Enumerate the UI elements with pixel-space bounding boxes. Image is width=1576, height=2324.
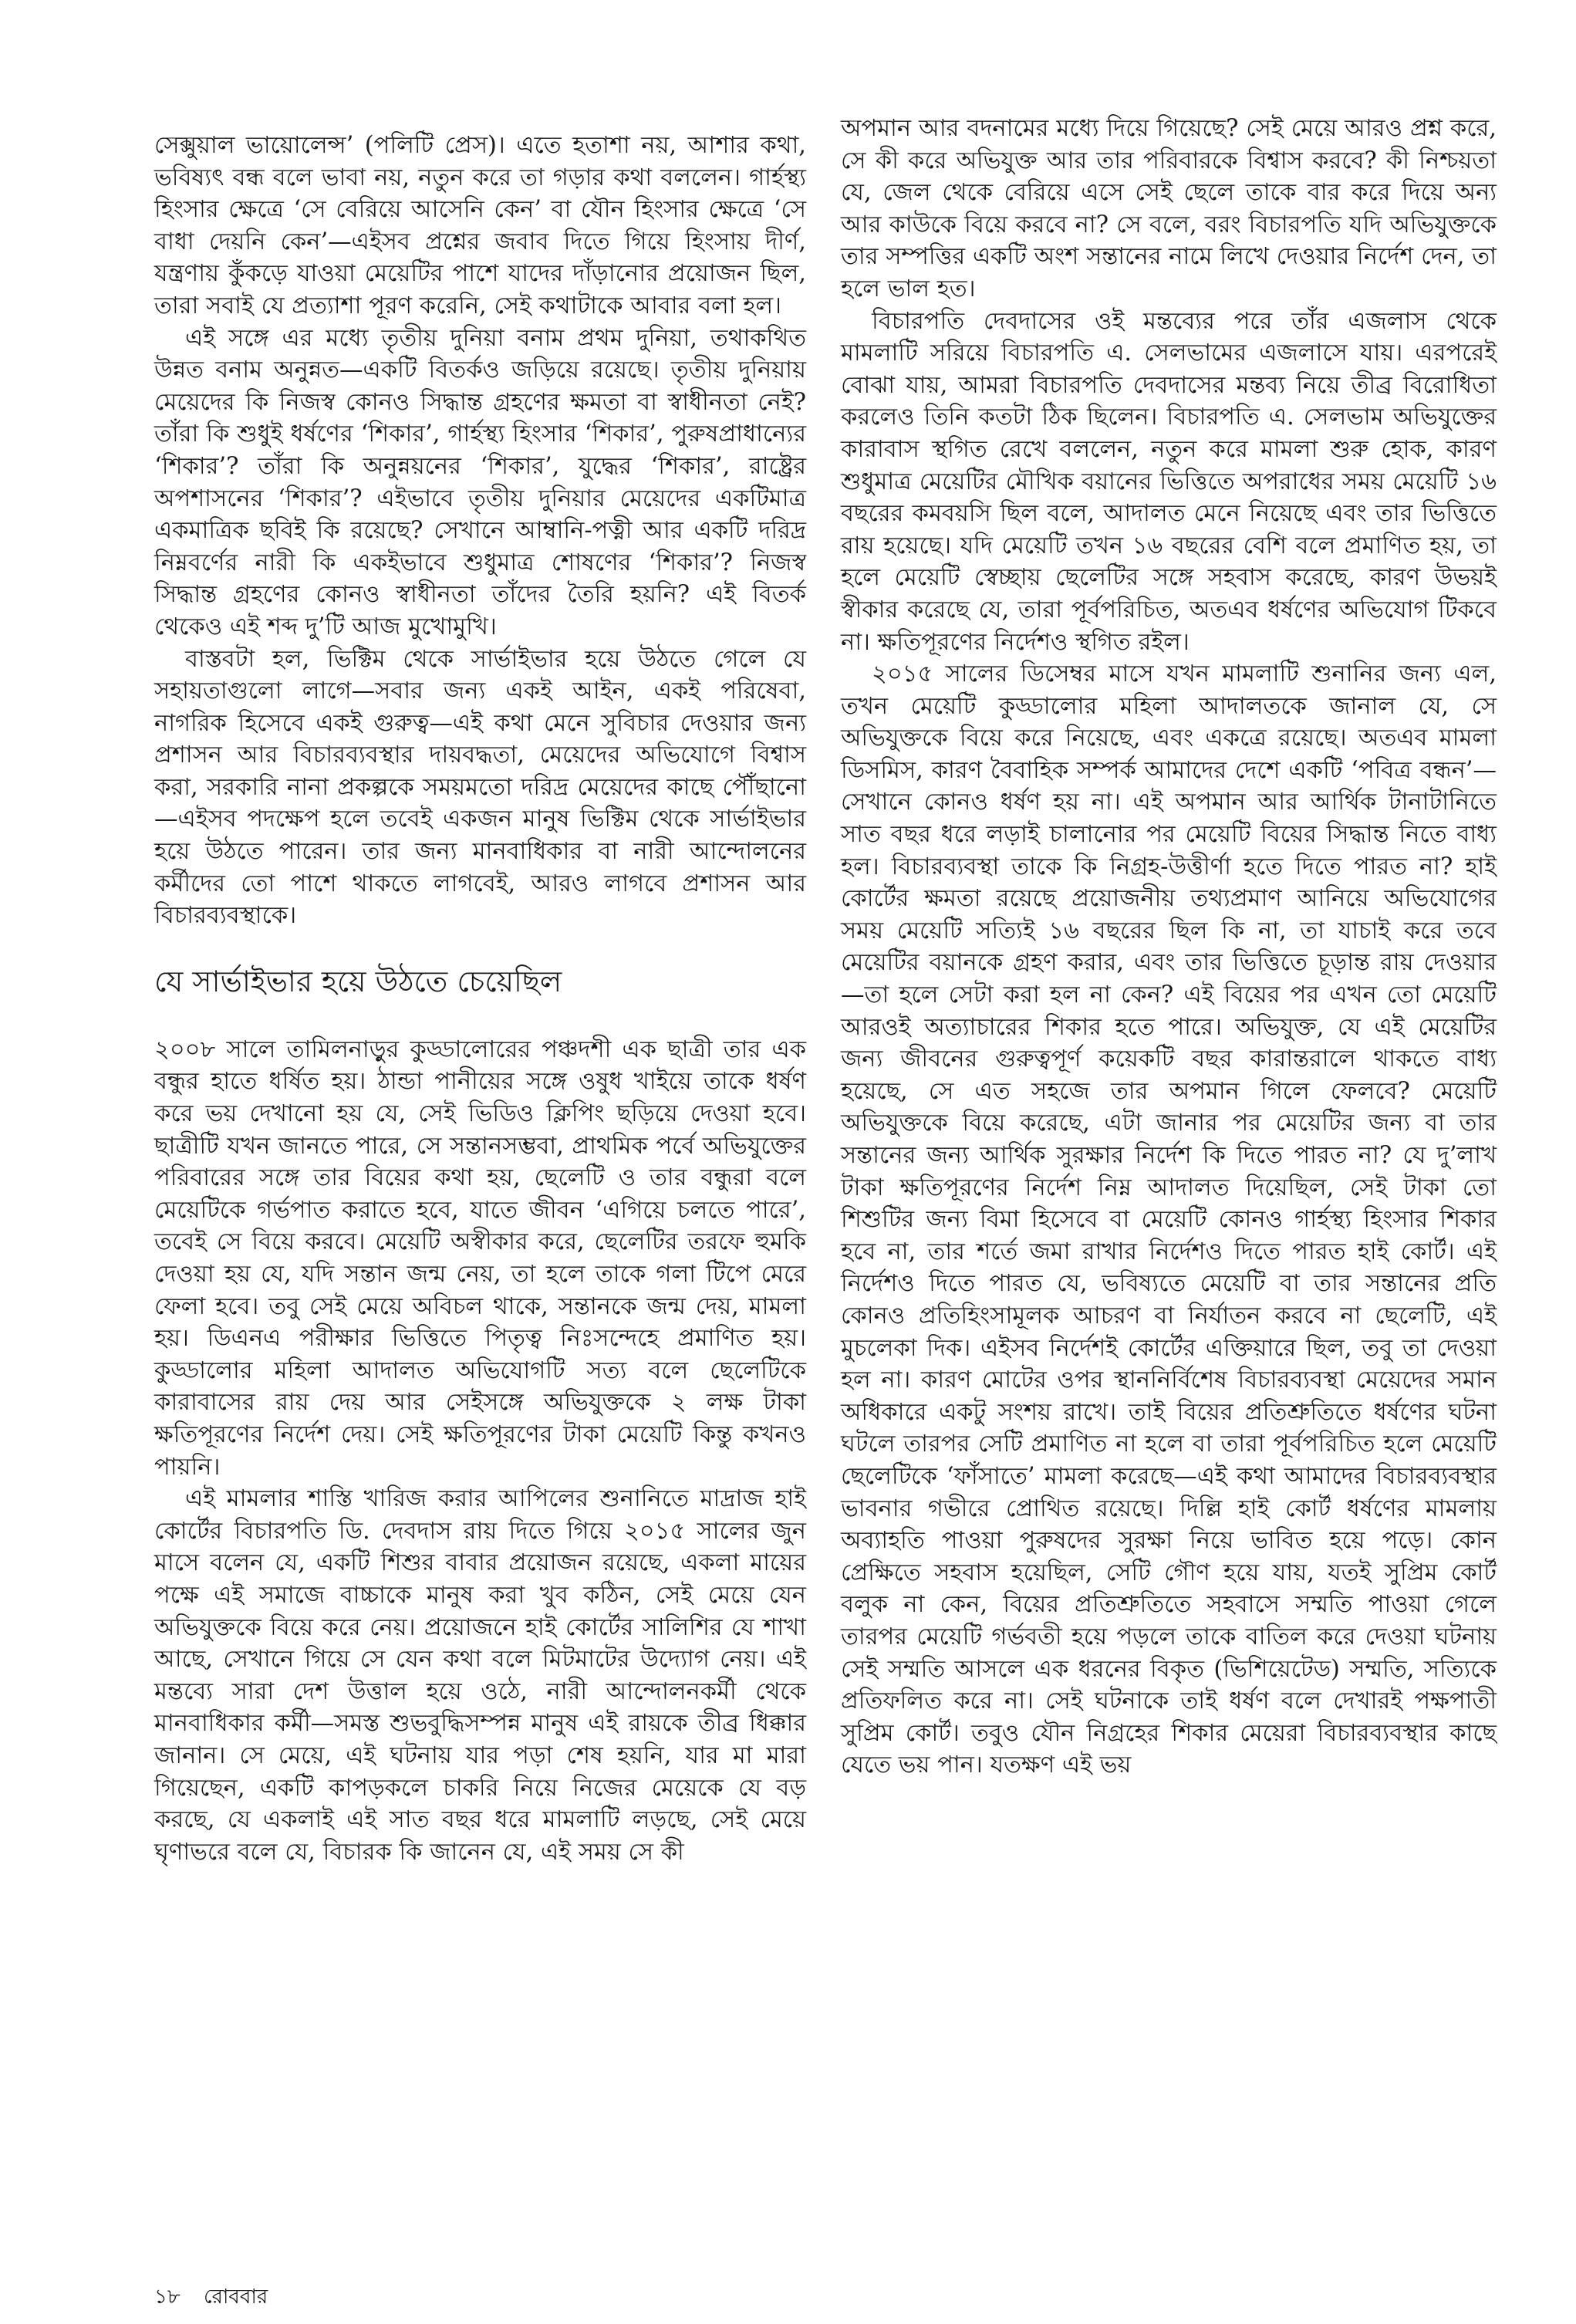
paragraph: এই মামলার শাস্তি খারিজ করার আপিলের শুনানিতে মাদ্রাজ হাই কোর্টের বিচারপতি ডি. দেবদাস রায় দিতে গিয়ে ২০১৫ সালের জুন মাসে বলেন যে, একটি শিশুর বাবার প্রয়োজন রয়েছে, একলা মায়ের পক্ষে এই সমাজে বাচ্চাকে মানুষ করা খুব কঠিন, সেই মেয়ে যেন অভিযুক্তকে বিয়ে করে নেয়। প্রয়োজনে হাই কোর্টের সালিশির যে শাখা আছে, সেখানে গিয়ে সে যেন কথা বলে মিটমাটের উদ্যোগ নেয়। এই মন্তব্যে সারা দেশ উত্তাল হয়ে ওঠে, নারী আন্দোলনকর্মী থেকে মানবাধিকার কর্মী—সমস্ত শুভবুদ্ধিসম্পন্ন মানুষ এই রায়কে তীব্র ধিক্কার জানান। সে মেয়ে, এই ঘটনায় যার পড়া শেষ হয়নি, যার মা মারা গিয়েছেন, একটি কাপড়কলে চাকরি নিয়ে নিজের মেয়েকে যে বড় করছে, যে একলাই এই সাত বছর ধরে মামলাটি লড়ছে, সেই মেয়ে ঘৃণাভরে বলে যে, বিচারক কি জানেন যে, এই সময় সে কী (154, 1485, 806, 1866)
page-number: ১৮ (154, 2285, 181, 2309)
page-footer (154, 2285, 268, 2309)
paragraph: বিচারপতি দেবদাসের ওই মন্তব্যের পরে তাঁর এজলাস থেকে মামলাটি সরিয়ে বিচারপতি এ. সেলভামের এজলাসে যায়। এরপরেই বোঝা যায়, আমরা বিচারপতি দেবদাসের মন্তব্য নিয়ে তীব্র বিরোধিতা করলেও তিনি কতটা ঠিক ছিলেন। বিচারপতি এ. সেলভাম অভিযুক্তের কারাবাস স্থগিত রেখে বললেন, নতুন করে মামলা শুরু হোক, কারণ শুধুমাত্র মেয়েটির মৌখিক বয়ানের ভিত্তিতে অপরাধের সময় মেয়েটি ১৬ বছরের কমবয়সি ছিল বলে, আদালত মেনে নিয়েছে এবং তার ভিত্তিতে রায় হয়েছে। যদি মেয়েটি তখন ১৬ বছরের বেশি বলে প্রমাণিত হয়, তা হলে মেয়েটি স্বেচ্ছায় ছেলেটির সঙ্গে সহবাস করেছে, কারণ উভয়ই স্বীকার করেছে যে, তারা পূর্বপরিচিত, অতএব ধর্ষণের অভিযোগ টিকবে না। ক্ষতিপূরণের নির্দেশও স্থগিত রইল। (841, 307, 1497, 656)
left-column (154, 130, 806, 1868)
paragraph: ২০১৫ সালের ডিসেম্বর মাসে যখন মামলাটি শুনানির জন্য এল, তখন মেয়েটি কুড্ডালোর মহিলা আদালতকে জানাল যে, সে অভিযুক্তকে বিয়ে করে নিয়েছে, এবং একত্রে রয়েছে। অতএব মামলা ডিসমিস, কারণ বৈবাহিক সম্পর্ক আমাদের দেশে একটি ‘পবিত্র বন্ধন’—সেখানে কোনও ধর্ষণ হয় না। এই অপমান আর আর্থিক টানাটানিতে সাত বছর ধরে লড়াই চালানোর পর মেয়েটি বিয়ের সিদ্ধান্ত নিতে বাধ্য হল। বিচারব্যবস্থা তাকে কি নিগ্রহ-উত্তীর্ণা হতে দিতে পারত না? হাই কোর্টের ক্ষমতা রয়েছে প্রয়োজনীয় তথ্যপ্রমাণ আনিয়ে অভিযোগের সময় মেয়েটি সত্যিই ১৬ বছরের ছিল কি না, তা যাচাই করে তবে মেয়েটির বয়ানকে গ্রহণ করার, এবং তার ভিত্তিতে চূড়ান্ত রায় দেওয়ার—তা হলে সেটা করা হল না কেন? এই বিয়ের পর এখন তো মেয়েটি আরওই অত্যাচারের শিকার হতে পারে। অভিযুক্ত, যে এই মেয়েটির জন্য জীবনের গুরুত্বপূর্ণ কয়েকটি বছর কারান্তরালে থাকতে বাধ্য হয়েছে, সে এত সহজে তার অপমান গিলে ফেলবে? মেয়েটি অভিযুক্তকে বিয়ে করেছে, এটা জানার পর মেয়েটির জন্য বা তার সন্তানের জন্য আর্থিক সুরক্ষার নির্দেশ কি দিতে পারত না? যে দু’লাখ টাকা ক্ষতিপূরণের নির্দেশ নিম্ন আদালত দিয়েছিল, সেই টাকা তো শিশুটির জন্য বিমা হিসেবে বা মেয়েটি কোনও গার্হস্থ্য হিংসার শিকার হবে না, তার শর্তে জমা রাখার নির্দেশও দিতে পারত হাই কোর্ট। এই নির্দেশও দিতে পারত যে, ভবিষ্যতে মেয়েটি বা তার সন্তানের প্রতি কোনও প্রতিহিংসামূলক আচরণ বা নির্যাতন করবে না ছেলেটি, এই মুচলেকা দিক। এইসব নির্দেশই কোর্টের এক্তিয়ারে ছিল, তবু তা দেওয়া হল না। কারণ মোটের ওপর স্থাননির্বিশেষ বিচারব্যবস্থা মেয়েদের সমান অধিকারে একটু সংশয় রাখে। তাই বিয়ের প্রতিশ্রুতিতে ধর্ষণের ঘটনা ঘটলে তারপর সেটি প্রমাণিত না হলে বা তারা পূর্বপরিচিত হলে মেয়েটি ছেলেটিকে ‘ফাঁসাতে’ মামলা করেছে—এই কথা আমাদের বিচারব্যবস্থার ভাবনার গভীরে প্রোথিত রয়েছে। দিল্লি হাই কোর্ট ধর্ষণের মামলায় অব্যাহতি পাওয়া পুরুষদের সুরক্ষা নিয়ে ভাবিত হয়ে পড়ে। কোন প্রেক্ষিতে সহবাস হয়েছিল, সেটি গৌণ হয়ে যায়, যতই সুপ্রিম কোর্ট বলুক না কেন, বিয়ের প্রতিশ্রুতিতে সহবাসে সম্মতি পাওয়া গেলে তারপর মেয়েটি গর্ভবতী হয়ে পড়লে তাকে বাতিল করে দেওয়া ঘটনায় সেই সম্মতি আসলে এক ধরনের বিকৃত (ভিশিয়েটেড) সম্মতি, সত্যিকে প্রতিফলিত করে না। সেই ঘটনাকে তাই ধর্ষণ বলে দেখারই পক্ষপাতী সুপ্রিম কোর্ট। তবুও যৌন নিগ্রহের শিকার মেয়েরা বিচারব্যবস্থার কাছে যেতে ভয় পান। যতক্ষণ এই ভয় (841, 660, 1497, 1779)
paragraph: ২০০৮ সালে তামিলনাড়ুর কুড্ডালোরের পঞ্চদশী এক ছাত্রী তার এক বন্ধুর হাতে ধর্ষিত হয়। ঠান্ডা পানীয়ের সঙ্গে ওষুধ খাইয়ে তাকে ধর্ষণ করে ভয় দেখানো হয় যে, সেই ভিডিও ক্লিপিং ছড়িয়ে দেওয়া হবে। ছাত্রীটি যখন জানতে পারে, সে সন্তানসম্ভবা, প্রাথমিক পর্বে অভিযুক্তের পরিবারের সঙ্গে তার বিয়ের কথা হয়, ছেলেটি ও তার বন্ধুরা বলে মেয়েটিকে গর্ভপাত করাতে হবে, যাতে জীবন ‘এগিয়ে চলতে পারে’, তবেই সে বিয়ে করবে। মেয়েটি অস্বীকার করে, ছেলেটির তরফে হুমকি দেওয়া হয় যে, যদি সন্তান জন্ম নেয়, তা হলে তাকে গলা টিপে মেরে ফেলা হবে। তবু সেই মেয়ে অবিচল থাকে, সন্তানকে জন্ম দেয়, মামলা হয়। ডিএনএ পরীক্ষার ভিত্তিতে পিতৃত্ব নিঃসন্দেহে প্রমাণিত হয়। কুড্ডালোর মহিলা আদালত অভিযোগটি সত্য বলে ছেলেটিকে কারাবাসের রায় দেয় আর সেইসঙ্গে অভিযুক্তকে ২ লক্ষ টাকা ক্ষতিপূরণের নির্দেশ দেয়। সেই ক্ষতিপূরণের টাকা মেয়েটি কিন্তু কখনও পায়নি। (154, 1035, 806, 1481)
paragraph: অপমান আর বদনামের মধ্যে দিয়ে গিয়েছে? সেই মেয়ে আরও প্রশ্ন করে, সে কী করে অভিযুক্ত আর তার পরিবারকে বিশ্বাস করবে? কী নিশ্চয়তা যে, জেল থেকে বেরিয়ে এসে সেই ছেলে তাকে বার করে দিয়ে অন্য আর কাউকে বিয়ে করবে না? সে বলে, বরং বিচারপতি যদি অভিযুক্তকে তার সম্পত্তির একটি অংশ সন্তানের নামে লিখে দেওয়ার নির্দেশ দেন, তা হলে ভাল হত। (841, 115, 1497, 302)
right-column (841, 113, 1497, 1782)
paragraph: সেক্সুয়াল ভায়োলেন্স’ (পলিটি প্রেস)। এতে হতাশা নয়, আশার কথা, ভবিষ্যৎ বন্ধ বলে ভাবা নয়, নতুন করে তা গড়ার কথা বললেন। গার্হস্থ্য হিংসার ক্ষেত্রে ‘সে বেরিয়ে আসেনি কেন’ বা যৌন হিংসার ক্ষেত্রে ‘সে বাধা দেয়নি কেন’—এইসব প্রশ্নের জবাব দিতে গিয়ে হিংসায় দীর্ণ, যন্ত্রণায় কুঁকড়ে যাওয়া মেয়েটির পাশে যাদের দাঁড়ানোর প্রয়োজন ছিল, তারা সবাই যে প্রত্যাশা পূরণ করেনি, সেই কথাটাকে আবার বলা হল। (154, 132, 806, 319)
paragraph: বাস্তবটা হল, ভিক্টিম থেকে সার্ভাইভার হয়ে উঠতে গেলে যে সহায়তাগুলো লাগে—সবার জন্য একই আইন, একই পরিষেবা, নাগরিক হিসেবে একই গুরুত্ব—এই কথা মেনে সুবিচার দেওয়ার জন্য প্রশাসন আর বিচারব্যবস্থার দায়বদ্ধতা, মেয়েদের অভিযোগে বিশ্বাস করা, সরকারি নানা প্রকল্পকে সময়মতো দরিদ্র মেয়েদের কাছে পৌঁছানো—এইসব পদক্ষেপ হলে তবেই একজন মানুষ ভিক্টিম থেকে সার্ভাইভার হয়ে উঠতে পারেন। তার জন্য মানবাধিকার বা নারী আন্দোলনের কর্মীদের তো পাশে থাকতে লাগবেই, আরও লাগবে প্রশাসন আর বিচারব্যবস্থাকে। (154, 645, 806, 930)
publication-name: রোববার (204, 2285, 268, 2309)
paragraph: এই সঙ্গে এর মধ্যে তৃতীয় দুনিয়া বনাম প্রথম দুনিয়া, তথাকথিত উন্নত বনাম অনুন্নত—একটি বিতর্কও জড়িয়ে রয়েছে। তৃতীয় দুনিয়ায় মেয়েদের কি নিজস্ব কোনও সিদ্ধান্ত গ্রহণের ক্ষমতা বা স্বাধীনতা নেই? তাঁরা কি শুধুই ধর্ষণের ‘শিকার’, গার্হস্থ্য হিংসার ‘শিকার’, পুরুষপ্রাধান্যের ‘শিকার’? তাঁরা কি অনুন্নয়নের ‘শিকার’, যুদ্ধের ‘শিকার’, রাষ্ট্রের অপশাসনের ‘শিকার’? এইভাবে তৃতীয় দুনিয়ার মেয়েদের একটিমাত্র একমাত্রিক ছবিই কি রয়েছে? সেখানে আম্বানি-পত্নী আর একটি দরিদ্র নিম্নবর্ণের নারী কি একইভাবে শুধুমাত্র শোষণের ‘শিকার’? নিজস্ব সিদ্ধান্ত গ্রহণের কোনও স্বাধীনতা তাঁদের তৈরি হয়নি? এই বিতর্ক থেকেও এই শব্দ দু’টি আজ মুখোমুখি। (154, 324, 806, 640)
section-heading: যে সার্ভাইভার হয়ে উঠতে চেয়েছিল (154, 964, 562, 998)
